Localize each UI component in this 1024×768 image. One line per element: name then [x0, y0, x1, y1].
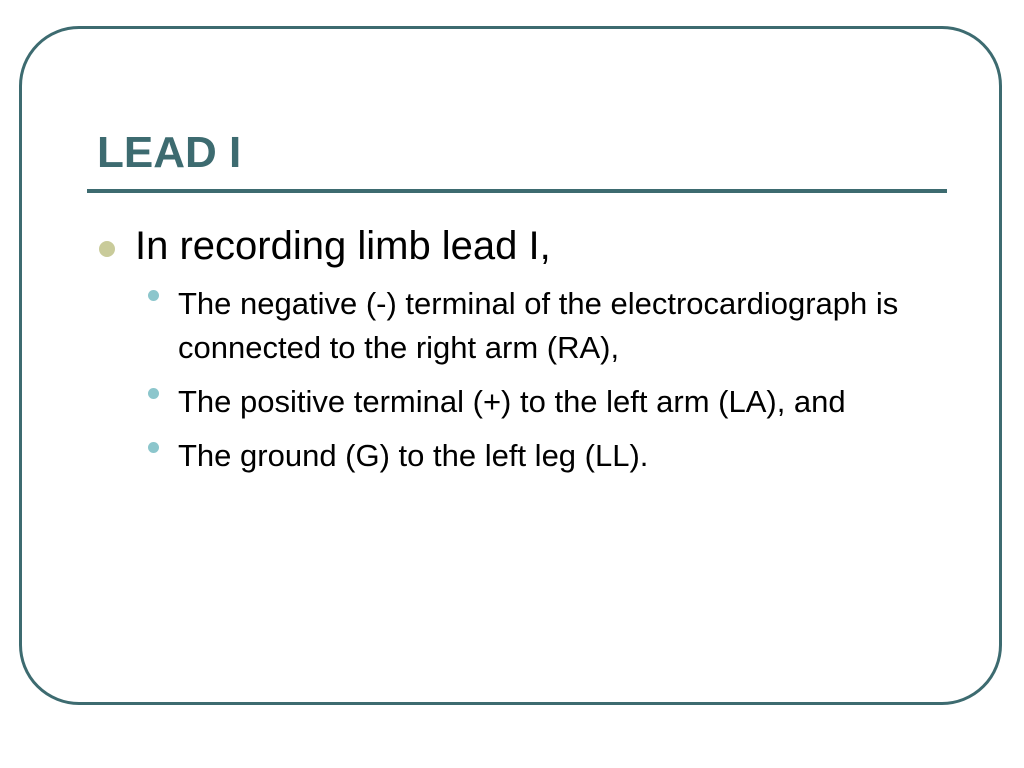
sub-bullet-dot-icon	[148, 388, 159, 399]
sub-bullet-item	[141, 434, 917, 478]
sub-bullet-item	[141, 380, 917, 424]
bullet-dot-icon	[99, 241, 115, 257]
sub-bullet-list	[141, 282, 917, 478]
bullet-text: In recording limb lead I,	[135, 224, 551, 268]
sub-bullet-dot-icon	[148, 442, 159, 453]
sub-bullet-text: The ground (G) to the left leg (LL).	[178, 438, 649, 473]
sub-bullet-text: The positive terminal (+) to the left arm (LA), and	[178, 384, 846, 419]
title-underline	[87, 189, 947, 193]
slide-title: LEAD I	[97, 128, 242, 177]
slide-content	[97, 222, 917, 488]
bullet-item	[97, 222, 917, 270]
sub-bullet-dot-icon	[148, 290, 159, 301]
sub-bullet-item	[141, 282, 917, 370]
sub-bullet-text: The negative (-) terminal of the electrocardiograph is connected to the right arm (RA),	[178, 286, 899, 365]
